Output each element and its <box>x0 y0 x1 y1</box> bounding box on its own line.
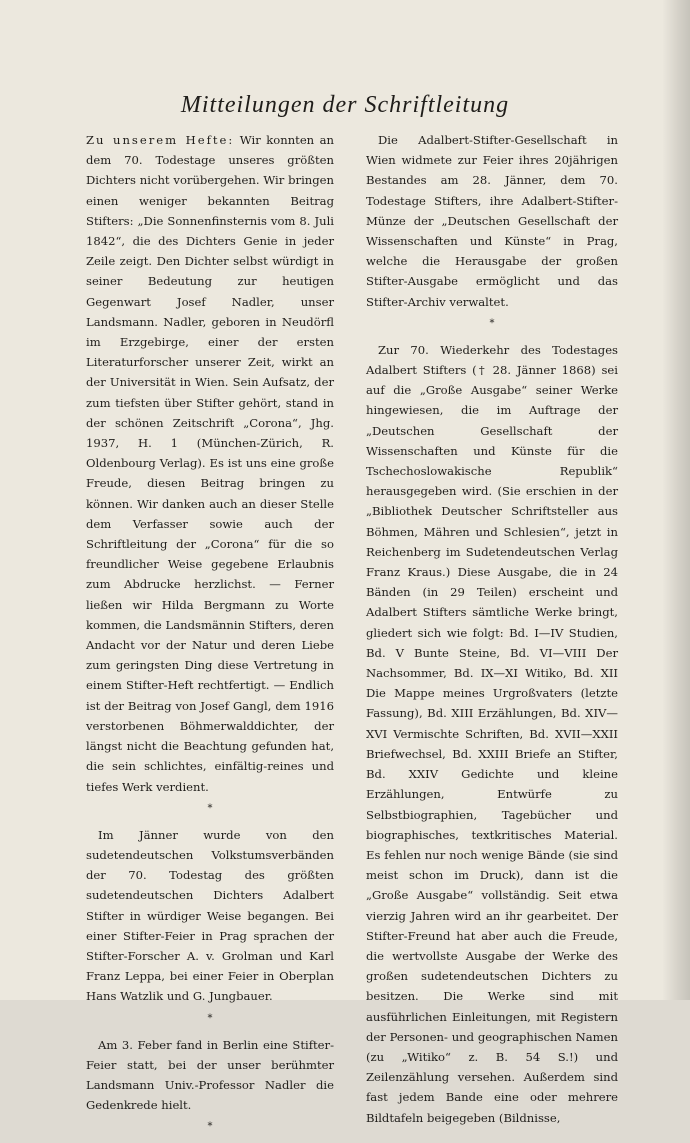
left-paragraph-3: Am 3. Feber fand in Berlin eine Stifter-Feier statt, bei der unser berühmter Landsmann Univ.-Professor Nadler die Gedenkrede hielt. <box>86 1037 334 1113</box>
separator-star: * <box>207 1012 213 1024</box>
left-paragraph-1 <box>86 130 334 797</box>
right-paragraph-1: Die Adalbert-Stifter-Gesellschaft in Wien widmete zur Feier ihres 20jährigen Bestandes am 28. Jänner, dem 70. Todestage Stifters, ihre Adalbert-Stifter-Münze der „Deutschen Gesellschaft der Wissenschaften und Künste“ in Prag, welche die Herausgabe der großen Stifter-Ausgabe ermöglicht und das Stifter-Archiv verwaltet. <box>366 133 618 309</box>
separator-star: * <box>207 1121 213 1133</box>
left-column <box>86 130 334 1143</box>
right-paragraph-2: Zur 70. Wiederkehr des Todestages Adalbert Stifters († 28. Jänner 1868) sei auf die „Große Ausgabe“ seiner Werke hingewiesen, die im Auftrage der „Deutschen Gesellschaft der Wissenschaften und Künste für die Tschechoslowakische Republik“ herausgegeben wird. (Sie erschien in der „Bibliothek Deutscher Schriftsteller aus Böhmen, Mähren und Schlesien“, jetzt in Reichenberg im Sudetendeutschen Verlag Franz Kraus.) Diese Ausgabe, die in 24 Bänden (in 29 Teilen) erscheint und Adalbert Stifters sämtliche Werke bringt, gliedert sich wie folgt: Bd. I—IV Studien, Bd. V Bunte Steine, Bd. VI—VIII Der Nachsommer, Bd. IX—XI Witiko, Bd. XII Die Mappe meines Urgroßvaters (letzte Fassung), Bd. XIII Erzählungen, Bd. XIV—XVI Vermischte Schriften, Bd. XVII—XXII Briefwechsel, Bd. XXIII Briefe an Stifter, Bd. XXIV Gedichte und kleine Erzählungen, Entwürfe zu Selbstbiographien, Tagebücher und biographisches, textkritisches Material. Es fehlen nur noch wenige Bände (sie sind meist schon im Druck), dann ist die „Große Ausgabe“ vollständig. Seit etwa vierzig Jahren wird an ihr gearbeitet. Der Stifter-Freund hat aber auch die Freude, die wertvollste Ausgabe der Werke des großen sudetendeutschen Dichters zu besitzen. Die Werke sind mit ausführlichen Einleitungen, mit Registern der Personen- und geographischen Namen (zu „Witiko“ z. B. 54 S.!) und Zeilenzählung versehen. Außerdem sind fast jedem Bande eine oder mehrere Bildtafeln beigegeben (Bildnisse, <box>366 342 618 1125</box>
section-lead: Zu unserem Hefte: <box>86 133 235 147</box>
right-column <box>366 130 618 1128</box>
page-title: Mitteilungen der Schriftleitung <box>180 92 510 118</box>
separator-star: * <box>489 317 495 329</box>
left-paragraph-1-text: Wir konnten an dem 70. Todestage unseres größten Dichters nicht vorübergehen. Wir bringen einen weniger bekannten Beitrag Stifters: „Die Sonnenfinsternis vom 8. Juli 1842“, die des Dichters Genie in jeder Zeile zeigt. Den Dichter selbst würdigt in seiner Bedeutung zur heutigen Gegenwart Josef Nadler, unser Landsmann. Nadler, geboren in Neudörfl im Erzgebirge, einer der ersten Literaturforscher unserer Zeit, wirkt an der Universität in Wien. Sein Aufsatz, der zum tiefsten über Stifter gehört, stand in der schönen Zeitschrift „Corona“, Jhg. 1937, H. 1 (München-Zürich, R. Oldenbourg Verlag). Es ist uns eine große Freude, diesen Beitrag bringen zu können. Wir danken auch an dieser Stelle dem Verfasser sowie auch der Schriftleitung der „Corona“ für die so freundlicher Weise gegebene Erlaubnis zum Abdrucke herzlichst. — Ferner ließen wir Hilda Bergmann zu Worte kommen, die Landsmännin Stifters, deren Andacht vor der Natur und deren Liebe zum geringsten Ding diese Vertretung in einem Stifter-Heft rechtfertigt. — Endlich ist der Beitrag von Josef Gangl, dem 1916 verstorbenen Böhmerwalddichter, der längst nicht die Beachtung gefunden hat, die sein schlichtes, einfältig-reines und tiefes Werk verdient. <box>86 133 334 794</box>
separator-star: * <box>207 802 213 814</box>
left-paragraph-2: Im Jänner wurde von den sudetendeutschen Volkstumsverbänden der 70. Todestag des größten sudetendeutschen Dichters Adalbert Stifter in würdiger Weise begangen. Bei einer Stifter-Feier in Prag sprachen der Stifter-Forscher A. v. Grolman und Karl Franz Leppa, bei einer Feier in Oberplan Hans Watzlik und G. Jungbauer. <box>86 827 334 1004</box>
